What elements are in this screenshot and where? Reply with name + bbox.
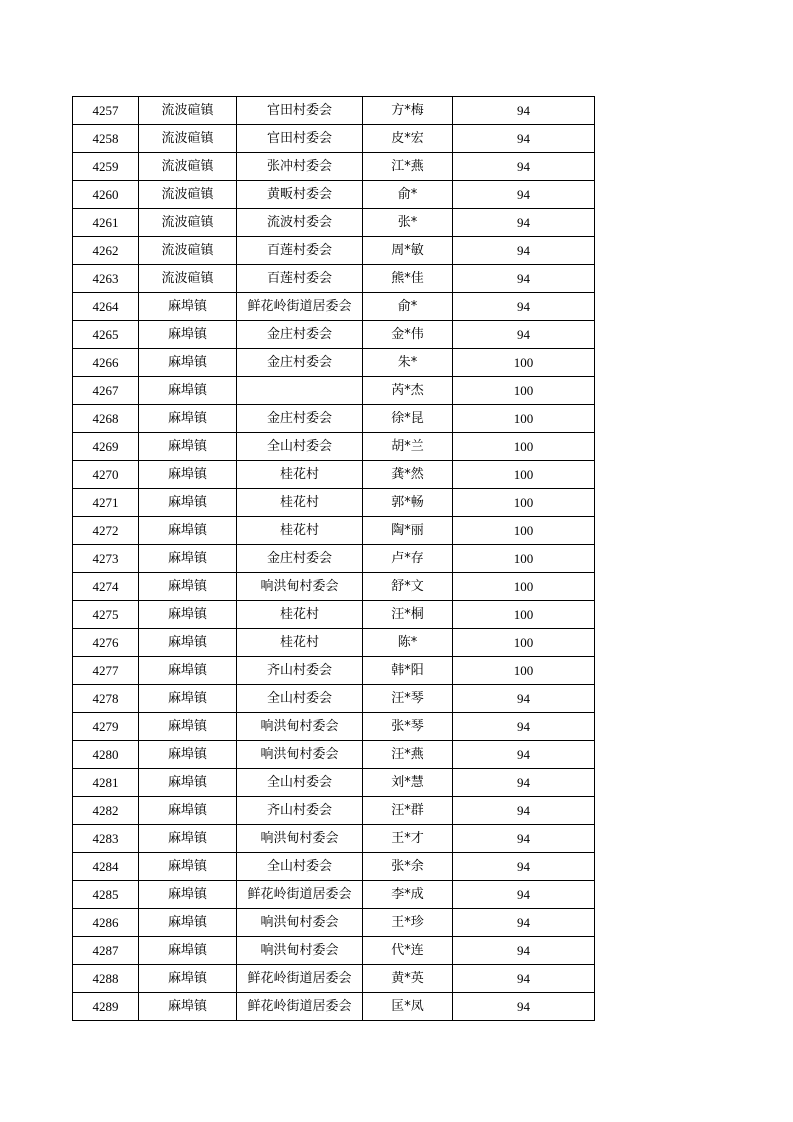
amount-cell: 94 [453,265,595,293]
person-name-cell: 王*珍 [363,909,453,937]
row-id-cell: 4268 [73,405,139,433]
town-cell: 麻埠镇 [139,937,237,965]
amount-cell: 94 [453,769,595,797]
village-cell: 桂花村 [237,461,363,489]
town-cell: 麻埠镇 [139,349,237,377]
town-cell: 麻埠镇 [139,853,237,881]
village-cell: 齐山村委会 [237,797,363,825]
amount-cell: 100 [453,377,595,405]
person-name-cell: 郭*畅 [363,489,453,517]
amount-cell: 94 [453,965,595,993]
village-cell: 百莲村委会 [237,265,363,293]
row-id-cell: 4263 [73,265,139,293]
table-row [73,937,595,965]
table-row [73,265,595,293]
amount-cell: 94 [453,153,595,181]
table-row [73,741,595,769]
person-name-cell: 张* [363,209,453,237]
amount-cell: 100 [453,349,595,377]
village-cell: 流波村委会 [237,209,363,237]
town-cell: 麻埠镇 [139,741,237,769]
amount-cell: 94 [453,993,595,1021]
town-cell: 麻埠镇 [139,377,237,405]
row-id-cell: 4282 [73,797,139,825]
village-cell: 张冲村委会 [237,153,363,181]
person-name-cell: 李*成 [363,881,453,909]
person-name-cell: 代*连 [363,937,453,965]
row-id-cell: 4264 [73,293,139,321]
amount-cell: 94 [453,209,595,237]
person-name-cell: 金*伟 [363,321,453,349]
table-row [73,657,595,685]
row-id-cell: 4281 [73,769,139,797]
village-cell: 金庄村委会 [237,405,363,433]
town-cell: 麻埠镇 [139,489,237,517]
table-row [73,489,595,517]
row-id-cell: 4259 [73,153,139,181]
town-cell: 麻埠镇 [139,825,237,853]
amount-cell: 100 [453,405,595,433]
table-row [73,433,595,461]
amount-cell: 100 [453,573,595,601]
row-id-cell: 4289 [73,993,139,1021]
person-name-cell: 芮*杰 [363,377,453,405]
amount-cell: 94 [453,321,595,349]
row-id-cell: 4258 [73,125,139,153]
town-cell: 麻埠镇 [139,685,237,713]
amount-cell: 94 [453,909,595,937]
amount-cell: 94 [453,853,595,881]
town-cell: 流波碹镇 [139,97,237,125]
town-cell: 麻埠镇 [139,657,237,685]
village-cell: 鲜花岭街道居委会 [237,293,363,321]
person-name-cell: 匡*凤 [363,993,453,1021]
village-cell: 官田村委会 [237,97,363,125]
table-row [73,685,595,713]
amount-cell: 94 [453,237,595,265]
person-name-cell: 陶*丽 [363,517,453,545]
person-name-cell: 卢*存 [363,545,453,573]
town-cell: 麻埠镇 [139,321,237,349]
person-name-cell: 舒*文 [363,573,453,601]
village-cell: 官田村委会 [237,125,363,153]
amount-cell: 100 [453,545,595,573]
town-cell: 流波碹镇 [139,237,237,265]
village-cell: 响洪甸村委会 [237,825,363,853]
row-id-cell: 4265 [73,321,139,349]
amount-cell: 94 [453,181,595,209]
row-id-cell: 4278 [73,685,139,713]
person-name-cell: 刘*慧 [363,769,453,797]
village-cell: 全山村委会 [237,769,363,797]
amount-cell: 94 [453,685,595,713]
table-row [73,545,595,573]
table-row [73,349,595,377]
village-cell: 响洪甸村委会 [237,741,363,769]
village-cell: 金庄村委会 [237,321,363,349]
village-cell: 桂花村 [237,517,363,545]
row-id-cell: 4284 [73,853,139,881]
town-cell: 麻埠镇 [139,293,237,321]
amount-cell: 94 [453,741,595,769]
village-cell: 响洪甸村委会 [237,713,363,741]
amount-cell: 94 [453,97,595,125]
town-cell: 麻埠镇 [139,405,237,433]
row-id-cell: 4270 [73,461,139,489]
row-id-cell: 4275 [73,601,139,629]
amount-cell: 94 [453,825,595,853]
village-cell: 百莲村委会 [237,237,363,265]
row-id-cell: 4287 [73,937,139,965]
table-row [73,881,595,909]
amount-cell: 100 [453,433,595,461]
table-row [73,601,595,629]
town-cell: 流波碹镇 [139,125,237,153]
row-id-cell: 4266 [73,349,139,377]
table-row [73,965,595,993]
person-name-cell: 汪*燕 [363,741,453,769]
row-id-cell: 4283 [73,825,139,853]
table-row [73,909,595,937]
table-row [73,993,595,1021]
row-id-cell: 4280 [73,741,139,769]
amount-cell: 94 [453,713,595,741]
village-cell: 桂花村 [237,489,363,517]
amount-cell: 94 [453,937,595,965]
town-cell: 麻埠镇 [139,461,237,489]
person-name-cell: 王*才 [363,825,453,853]
person-name-cell: 陈* [363,629,453,657]
row-id-cell: 4271 [73,489,139,517]
table-row [73,825,595,853]
person-name-cell: 胡*兰 [363,433,453,461]
village-cell: 全山村委会 [237,685,363,713]
table-row [73,153,595,181]
village-cell: 金庄村委会 [237,545,363,573]
town-cell: 麻埠镇 [139,433,237,461]
table-row [73,125,595,153]
amount-cell: 100 [453,657,595,685]
table-row [73,293,595,321]
row-id-cell: 4260 [73,181,139,209]
town-cell: 流波碹镇 [139,181,237,209]
data-table [72,96,595,1021]
village-cell: 齐山村委会 [237,657,363,685]
amount-cell: 100 [453,629,595,657]
amount-cell: 94 [453,797,595,825]
village-cell: 鲜花岭街道居委会 [237,881,363,909]
table-row [73,97,595,125]
table-row [73,237,595,265]
person-name-cell: 汪*群 [363,797,453,825]
row-id-cell: 4273 [73,545,139,573]
amount-cell: 100 [453,489,595,517]
person-name-cell: 徐*昆 [363,405,453,433]
amount-cell: 100 [453,461,595,489]
town-cell: 麻埠镇 [139,797,237,825]
town-cell: 麻埠镇 [139,601,237,629]
row-id-cell: 4269 [73,433,139,461]
town-cell: 流波碹镇 [139,153,237,181]
person-name-cell: 汪*琴 [363,685,453,713]
village-cell: 桂花村 [237,601,363,629]
village-cell [237,377,363,405]
village-cell: 鲜花岭街道居委会 [237,993,363,1021]
person-name-cell: 江*燕 [363,153,453,181]
table-row [73,209,595,237]
row-id-cell: 4279 [73,713,139,741]
town-cell: 麻埠镇 [139,769,237,797]
table-row [73,321,595,349]
row-id-cell: 4276 [73,629,139,657]
town-cell: 流波碹镇 [139,265,237,293]
row-id-cell: 4285 [73,881,139,909]
town-cell: 麻埠镇 [139,881,237,909]
amount-cell: 94 [453,881,595,909]
village-cell: 响洪甸村委会 [237,937,363,965]
table-row [73,853,595,881]
town-cell: 麻埠镇 [139,909,237,937]
amount-cell: 100 [453,517,595,545]
town-cell: 麻埠镇 [139,965,237,993]
person-name-cell: 周*敏 [363,237,453,265]
table-row [73,769,595,797]
person-name-cell: 朱* [363,349,453,377]
village-cell: 鲜花岭街道居委会 [237,965,363,993]
person-name-cell: 张*余 [363,853,453,881]
village-cell: 金庄村委会 [237,349,363,377]
village-cell: 黄畈村委会 [237,181,363,209]
person-name-cell: 黄*英 [363,965,453,993]
row-id-cell: 4261 [73,209,139,237]
row-id-cell: 4286 [73,909,139,937]
table-row [73,573,595,601]
person-name-cell: 熊*佳 [363,265,453,293]
table-row [73,629,595,657]
village-cell: 桂花村 [237,629,363,657]
village-cell: 全山村委会 [237,433,363,461]
town-cell: 流波碹镇 [139,209,237,237]
village-cell: 全山村委会 [237,853,363,881]
row-id-cell: 4262 [73,237,139,265]
town-cell: 麻埠镇 [139,629,237,657]
amount-cell: 94 [453,125,595,153]
town-cell: 麻埠镇 [139,517,237,545]
town-cell: 麻埠镇 [139,993,237,1021]
table-row [73,713,595,741]
table-body [73,97,595,1021]
person-name-cell: 汪*桐 [363,601,453,629]
person-name-cell: 俞* [363,181,453,209]
row-id-cell: 4267 [73,377,139,405]
town-cell: 麻埠镇 [139,545,237,573]
table-row [73,517,595,545]
row-id-cell: 4288 [73,965,139,993]
person-name-cell: 皮*宏 [363,125,453,153]
row-id-cell: 4274 [73,573,139,601]
table-row [73,377,595,405]
person-name-cell: 张*琴 [363,713,453,741]
amount-cell: 94 [453,293,595,321]
row-id-cell: 4272 [73,517,139,545]
village-cell: 响洪甸村委会 [237,573,363,601]
village-cell: 响洪甸村委会 [237,909,363,937]
row-id-cell: 4277 [73,657,139,685]
table-row [73,461,595,489]
town-cell: 麻埠镇 [139,573,237,601]
row-id-cell: 4257 [73,97,139,125]
table-row [73,405,595,433]
table-row [73,797,595,825]
person-name-cell: 龚*然 [363,461,453,489]
amount-cell: 100 [453,601,595,629]
person-name-cell: 方*梅 [363,97,453,125]
person-name-cell: 韩*阳 [363,657,453,685]
table-row [73,181,595,209]
person-name-cell: 俞* [363,293,453,321]
town-cell: 麻埠镇 [139,713,237,741]
